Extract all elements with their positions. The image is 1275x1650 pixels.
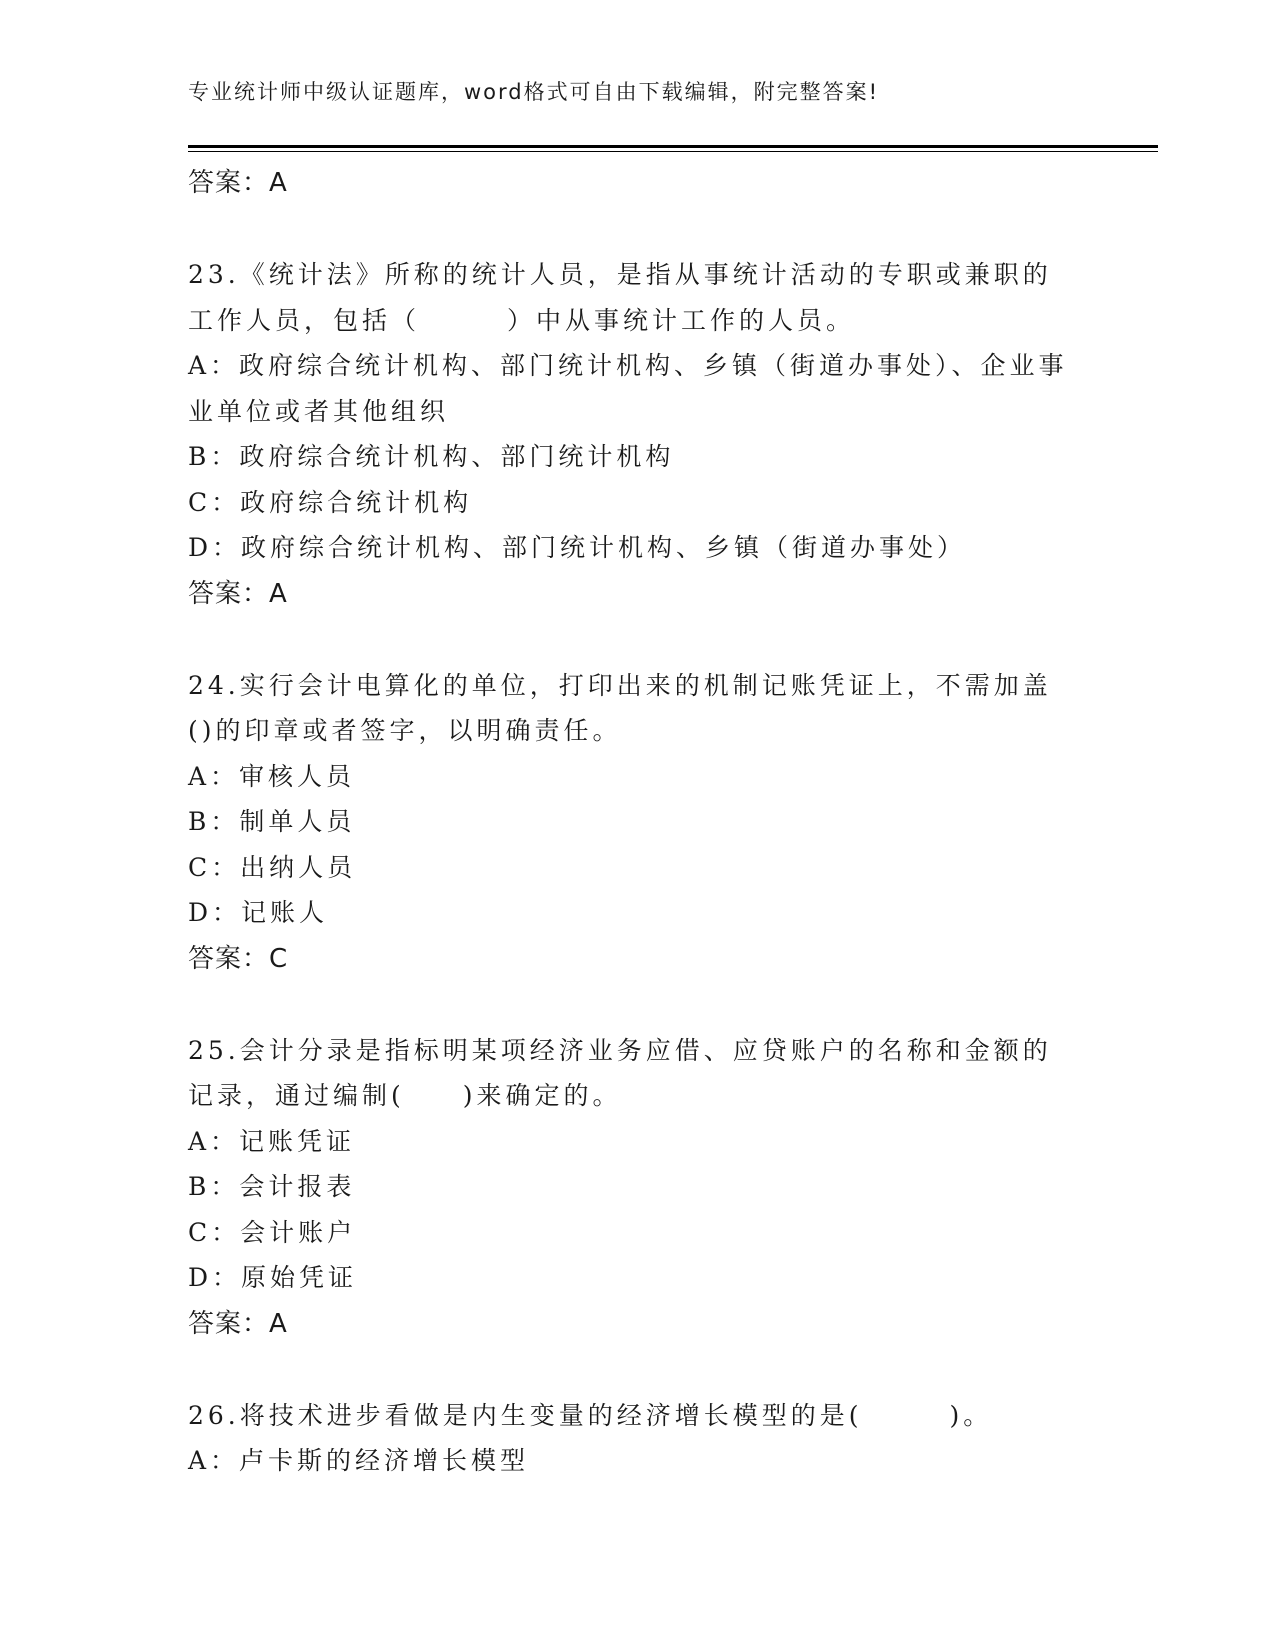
page-header: 专业统计师中级认证题库，word格式可自由下载编辑，附完整答案! [188, 80, 880, 104]
spacer [188, 982, 1088, 1028]
spacer [188, 617, 1088, 663]
option-c: C：出纳人员 [188, 852, 357, 882]
option-c: C：会计账户 [188, 1217, 357, 1247]
question-text: 23.《统计法》所称的统计人员，是指从事统计活动的专职或兼职的工作人员，包括（ ）中从事统计工作的人员。 [188, 260, 1052, 335]
question-text: 26.将技术进步看做是内生变量的经济增长模型的是( )。 [188, 1400, 993, 1430]
spacer [188, 206, 1088, 252]
option-b: B：政府综合统计机构、部门统计机构 [188, 442, 675, 471]
question-text: 24.实行会计电算化的单位，打印出来的机制记账凭证上，不需加盖()的印章或者签字，以明确责任。 [188, 670, 1052, 745]
answer: 答案：A [188, 578, 288, 609]
answer: 答案：A [188, 1308, 288, 1339]
option-a: A：审核人员 [188, 761, 356, 791]
option-b: B：制单人员 [188, 807, 356, 836]
previous-answer: 答案：A [188, 168, 288, 198]
spacer [188, 1347, 1088, 1393]
option-d: D：记账人 [188, 898, 329, 927]
option-d: D：政府综合统计机构、部门统计机构、乡镇（街道办事处） [188, 533, 967, 562]
option-c: C：政府综合统计机构 [188, 487, 473, 517]
option-a: A：政府综合统计机构、部门统计机构、乡镇（街道办事处）、企业事业单位或者其他组织 [188, 351, 1068, 426]
option-d: D：原始凭证 [188, 1263, 358, 1292]
question-text: 25.会计分录是指标明某项经济业务应借、应贷账户的名称和金额的记录，通过编制( )来确定的。 [188, 1035, 1052, 1110]
question-block-25 [188, 1028, 1088, 1347]
question-block-26 [188, 1393, 1088, 1484]
question-block-24 [188, 663, 1088, 982]
option-a: A：卢卡斯的经济增长模型 [188, 1446, 530, 1475]
option-b: B：会计报表 [188, 1172, 356, 1201]
header-rule-thick [188, 145, 1158, 148]
document-body [188, 160, 1088, 1484]
question-block-23 [188, 252, 1088, 617]
answer: 答案：C [188, 943, 289, 974]
option-a: A：记账凭证 [188, 1126, 356, 1156]
header-rule-thin [188, 151, 1158, 152]
